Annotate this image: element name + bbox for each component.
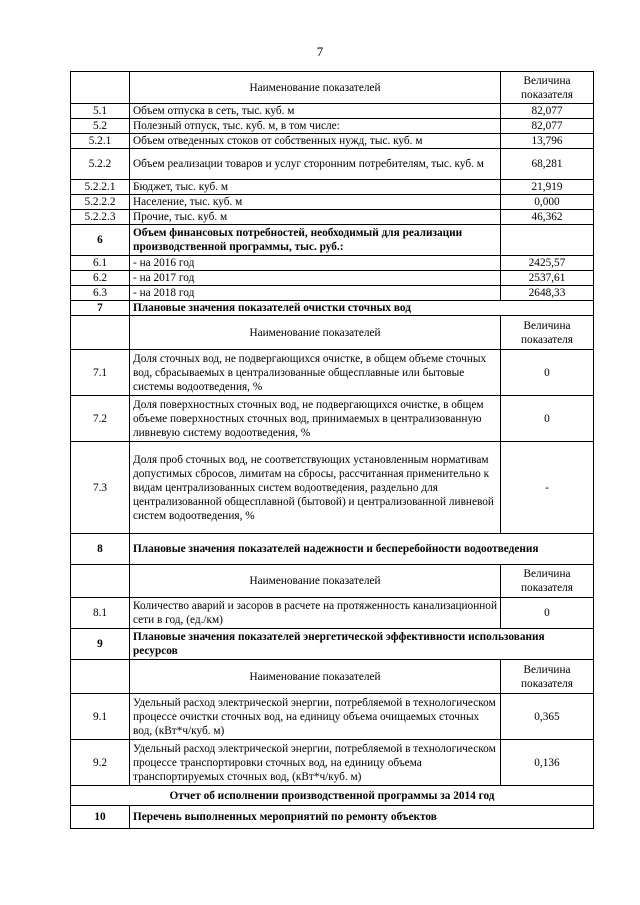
row-number: 5.2: [71, 119, 130, 134]
report-title: Отчет об исполнении производственной программы за 2014 год: [71, 786, 594, 806]
header-value-cell: Величина показателя: [501, 316, 594, 350]
section-title-row: [71, 225, 594, 256]
row-name: Доля проб сточных вод, не соответствующих установленным нормативам допустимых сбросов, лимитам на сбросы, рассчитанная применительно к видам централизованных систем водоотведения, раздельно для централизованной общесплавной (бытовой) и централизованной ливневой систем водоотведения, %: [130, 442, 501, 534]
row-value: 13,796: [501, 134, 594, 149]
row-name: - на 2016 год: [130, 256, 501, 271]
header-empty-cell: [71, 72, 130, 104]
header-name-cell: Наименование показателей: [130, 565, 501, 598]
section-title-row: [71, 629, 594, 660]
row-value: 21,919: [501, 180, 594, 195]
row-value: -: [501, 442, 594, 534]
row-name: Бюджет, тыс. куб. м: [130, 180, 501, 195]
table-row: [71, 195, 594, 210]
table-header-row: [71, 316, 594, 350]
section-title-row: [71, 806, 594, 829]
header-name-cell: Наименование показателей: [130, 316, 501, 350]
row-number: 6.2: [71, 271, 130, 286]
row-value: 2425,57: [501, 256, 594, 271]
section-title: Объем финансовых потребностей, необходимый для реализации производственной программы, тыс. руб.:: [130, 225, 501, 256]
table-row: [71, 210, 594, 225]
row-number: 9.2: [71, 740, 130, 786]
row-number: 7.3: [71, 442, 130, 534]
section-title-row: [71, 301, 594, 316]
header-value-cell: Величина показателя: [501, 660, 594, 694]
report-title-row: [71, 786, 594, 806]
row-name: Объем реализации товаров и услуг сторонним потребителям, тыс. куб. м: [130, 149, 501, 180]
table-row: [71, 134, 594, 149]
table-row: [71, 442, 594, 534]
table-row: [71, 104, 594, 119]
header-empty-cell: [71, 660, 130, 694]
header-value-cell: Величина показателя: [501, 72, 594, 104]
table-header-row: [71, 72, 594, 104]
table-row: [71, 740, 594, 786]
row-name: Прочие, тыс. куб. м: [130, 210, 501, 225]
row-value: 68,281: [501, 149, 594, 180]
table-row: [71, 350, 594, 396]
table-row: [71, 119, 594, 134]
row-name: - на 2017 год: [130, 271, 501, 286]
row-value: 2537,61: [501, 271, 594, 286]
section-number: 6: [71, 225, 130, 256]
row-name: - на 2018 год: [130, 286, 501, 301]
table-row: [71, 286, 594, 301]
section-number: 9: [71, 629, 130, 660]
row-name: Объем отпуска в сеть, тыс. куб. м: [130, 104, 501, 119]
row-name: Полезный отпуск, тыс. куб. м, в том числе:: [130, 119, 501, 134]
row-number: 9.1: [71, 694, 130, 740]
empty-value-cell: [501, 225, 594, 256]
row-value: 82,077: [501, 119, 594, 134]
table-row: [71, 256, 594, 271]
page-number: 7: [316, 44, 324, 59]
section-number: 8: [71, 534, 130, 565]
row-value: 46,362: [501, 210, 594, 225]
row-value: 0: [501, 598, 594, 629]
indicators-table: [70, 71, 594, 829]
row-name: Количество аварий и засоров в расчете на протяженность канализационной сети в год, (ед./км): [130, 598, 501, 629]
section-title: Плановые значения показателей энергетической эффективности использования ресурсов: [130, 629, 594, 660]
row-value: 2648,33: [501, 286, 594, 301]
row-number: 7.1: [71, 350, 130, 396]
row-number: 6.3: [71, 286, 130, 301]
row-value: 0,136: [501, 740, 594, 786]
section-title: Плановые значения показателей надежности и бесперебойности водоотведения: [130, 534, 594, 565]
row-name: Удельный расход электрической энергии, потребляемой в технологическом процессе очистки сточных вод, на единицу объема очищаемых сточных вод, (кВт*ч/куб. м): [130, 694, 501, 740]
row-number: 5.2.2.2: [71, 195, 130, 210]
section-title-row: [71, 534, 594, 565]
header-empty-cell: [71, 565, 130, 598]
table-row: [71, 598, 594, 629]
row-value: 0: [501, 396, 594, 442]
table-row: [71, 396, 594, 442]
row-name: Удельный расход электрической энергии, потребляемой в технологическом процессе транспортировки сточных вод, на единицу объема транспортируемых сточных вод, (кВт*ч/куб. м): [130, 740, 501, 786]
table-row: [71, 149, 594, 180]
header-empty-cell: [71, 316, 130, 350]
section-title: Перечень выполненных мероприятий по ремонту объектов: [130, 806, 594, 829]
row-number: 5.2.2.1: [71, 180, 130, 195]
row-name: Население, тыс. куб. м: [130, 195, 501, 210]
row-number: 5.2.2: [71, 149, 130, 180]
row-number: 6.1: [71, 256, 130, 271]
header-name-cell: Наименование показателей: [130, 72, 501, 104]
row-value: 0,365: [501, 694, 594, 740]
row-name: Объем отведенных стоков от собственных нужд, тыс. куб. м: [130, 134, 501, 149]
table-header-row: [71, 660, 594, 694]
row-value: 0,000: [501, 195, 594, 210]
row-value: 0: [501, 350, 594, 396]
section-number: 10: [71, 806, 130, 829]
row-number: 7.2: [71, 396, 130, 442]
table-row: [71, 180, 594, 195]
row-number: 5.2.2.3: [71, 210, 130, 225]
row-name: Доля сточных вод, не подвергающихся очистке, в общем объеме сточных вод, сбрасываемых в централизованные общесплавные или бытовые системы водоотведения, %: [130, 350, 501, 396]
row-value: 82,077: [501, 104, 594, 119]
table-row: [71, 271, 594, 286]
header-value-cell: Величина показателя: [501, 565, 594, 598]
row-number: 5.2.1: [71, 134, 130, 149]
row-number: 5.1: [71, 104, 130, 119]
header-name-cell: Наименование показателей: [130, 660, 501, 694]
table-header-row: [71, 565, 594, 598]
table-row: [71, 694, 594, 740]
section-number: 7: [71, 301, 130, 316]
section-title: Плановые значения показателей очистки сточных вод: [130, 301, 594, 316]
row-number: 8.1: [71, 598, 130, 629]
row-name: Доля поверхностных сточных вод, не подвергающихся очистке, в общем объеме поверхностных сточных вод, принимаемых в централизованную ливневую систему водоотведения, %: [130, 396, 501, 442]
